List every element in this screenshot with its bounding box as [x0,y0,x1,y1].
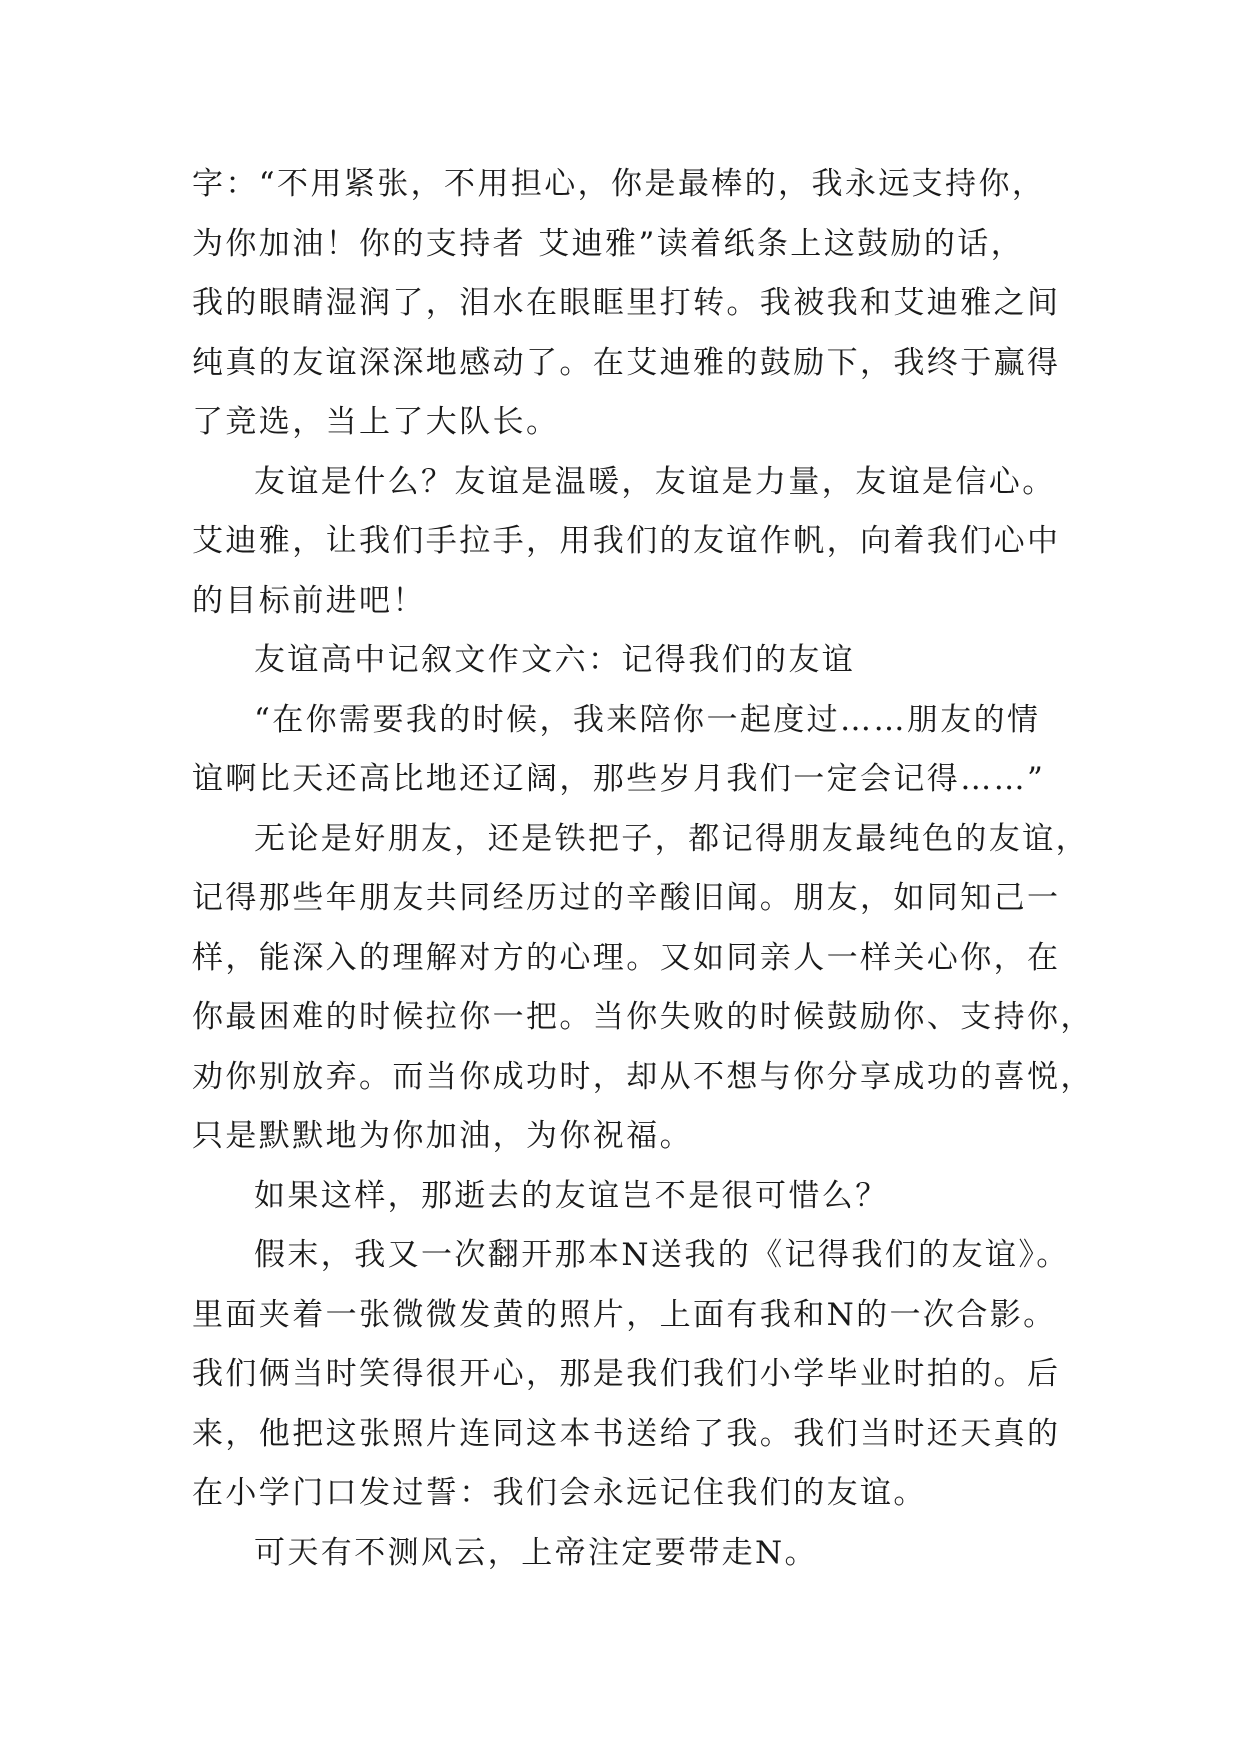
text-line: 劝你别放弃。而当你成功时，却从不想与你分享成功的喜悦， [192,1058,1094,1095]
text-line: 可天有不测风云，上帝注定要带走N。 [254,1534,818,1571]
text-line: 我们俩当时笑得很开心，那是我们我们小学毕业时拍的。后 [192,1356,1061,1392]
text-line: 你最困难的时候拉你一把。当你失败的时候鼓励你、支持你， [192,999,1094,1035]
text-line: “在你需要我的时候，我来陪你一起度过……朋友的情 [254,701,1041,738]
text-line: 无论是好朋友，还是铁把子，都记得朋友最纯色的友谊， [254,820,1089,857]
text-line: 艾迪雅，让我们手拉手，用我们的友谊作帆，向着我们心中 [192,523,1061,559]
text-line: 如果这样，那逝去的友谊岂不是很可惜么？ [254,1177,889,1214]
paragraph [192,1167,1072,1227]
text-line: 记得那些年朋友共同经历过的辛酸旧闻。朋友，如同知己一 [192,880,1061,916]
article-body [192,155,1094,1583]
text-line: 友谊是什么？友谊是温暖，友谊是力量，友谊是信心。 [254,463,1056,500]
text-line: 只是默默地为你加油，为你祝福。 [192,1118,693,1154]
heading-line: 友谊高中记叙文作文六：记得我们的友谊 [254,642,856,678]
paragraph [192,1524,1072,1584]
text-line: 谊啊比天还高比地还辽阔，那些岁月我们一定会记得……” [192,761,1046,797]
text-line: 纯真的友谊深深地感动了。在艾迪雅的鼓励下，我终于赢得 [192,344,1061,381]
section-heading [192,631,1072,691]
paragraph [192,810,1094,1167]
text-line: 为你加油！你的支持者 艾迪雅”读着纸条上这鼓励的话， [192,225,1025,262]
paragraph [192,155,1072,453]
text-line: 的目标前进吧！ [192,582,426,619]
text-line: 字：“不用紧张，不用担心，你是最棒的，我永远支持你， [192,166,1046,202]
text-line: 来，他把这张照片连同这本书送给了我。我们当时还天真的 [192,1415,1061,1452]
text-line: 里面夹着一张微微发黄的照片，上面有我和N的一次合影。 [192,1296,1057,1333]
text-line: 假末，我又一次翻开那本N送我的《记得我们的友谊》。 [254,1237,1070,1273]
paragraph [192,1226,1072,1524]
text-line: 样，能深入的理解对方的心理。又如同亲人一样关心你，在 [192,939,1061,976]
quote-paragraph [192,691,1072,810]
paragraph [192,453,1072,632]
text-line: 我的眼睛湿润了，泪水在眼眶里打转。我被我和艾迪雅之间 [192,285,1061,321]
text-line: 了竞选，当上了大队长。 [192,404,560,440]
text-line: 在小学门口发过誓：我们会永远记住我们的友谊。 [192,1475,927,1511]
